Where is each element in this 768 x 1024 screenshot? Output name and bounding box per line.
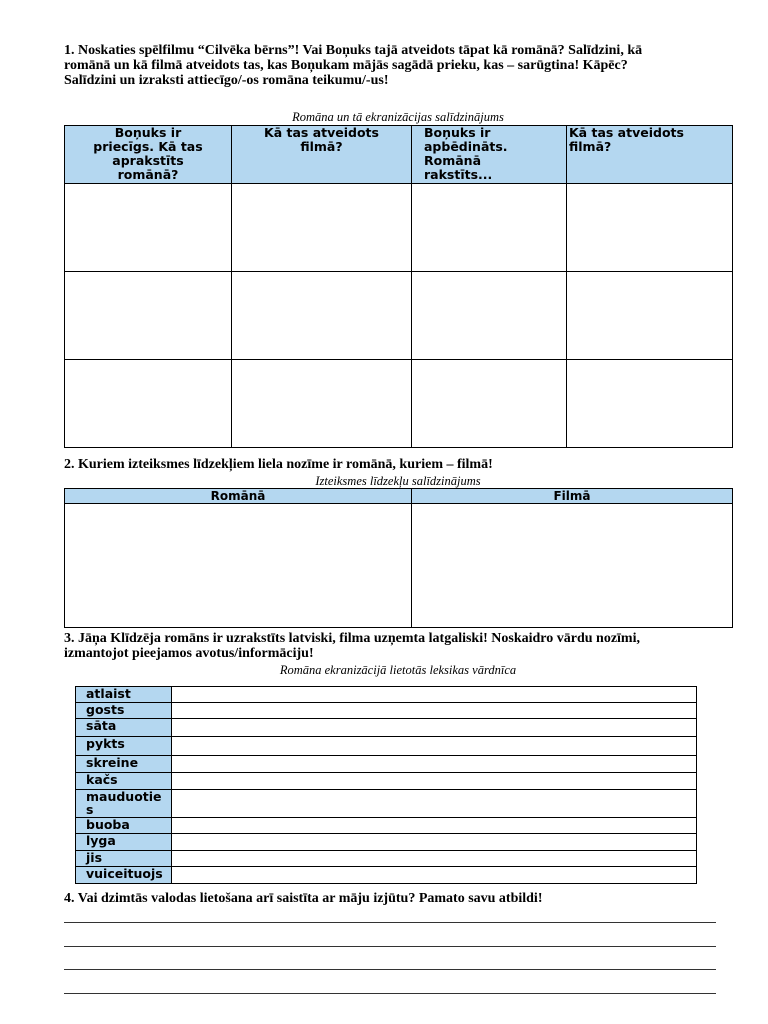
word-cell: skreine (76, 756, 172, 773)
table-1-header-cell (567, 126, 733, 184)
table-1-header-cell (232, 126, 412, 184)
answer-cell[interactable] (412, 184, 567, 272)
table-row (65, 504, 733, 628)
question-1 (64, 43, 724, 88)
answer-cell[interactable] (412, 360, 567, 448)
table-row (76, 851, 697, 867)
word-cell: sāta (76, 719, 172, 737)
meaning-cell[interactable] (172, 867, 697, 884)
table-row (76, 703, 697, 719)
answer-cell[interactable] (65, 504, 412, 628)
answer-line[interactable] (64, 993, 716, 994)
table-row (76, 687, 697, 703)
answer-cell[interactable] (567, 272, 733, 360)
question-2: 2. Kuriem izteiksmes līdzekļiem liela nozīme ir romānā, kuriem – filmā! (64, 457, 493, 472)
question-1-line-2: romānā un kā filmā atveidots tas, kas Boņukam mājās sagādā prieku, kas – sarūgtina! Kāpēc? (64, 58, 628, 73)
table-3-caption: Romāna ekranizācijā lietotās leksikas vārdnīca (279, 663, 517, 677)
question-3-line-1: 3. Jāņa Klīdzēja romāns ir uzrakstīts latviski, filma uzņemta latgaliski! Noskaidro vārdu nozīmi, (64, 631, 640, 646)
answer-cell[interactable] (65, 184, 232, 272)
table-1-header-cell (65, 126, 232, 184)
word-cell: atlaist (76, 687, 172, 703)
word-cell: buoba (76, 818, 172, 834)
table-row (65, 184, 733, 272)
table-row (65, 272, 733, 360)
question-3 (64, 631, 724, 661)
answer-cell[interactable] (232, 360, 412, 448)
table-2-header-novel: Romānā (65, 489, 412, 504)
table-2-header-row (65, 489, 733, 504)
answer-line[interactable] (64, 922, 716, 923)
answer-cell[interactable] (65, 272, 232, 360)
word-cell: kačs (76, 773, 172, 790)
table-row (76, 773, 697, 790)
table-1-header-row (65, 126, 733, 184)
word-cell: pykts (76, 737, 172, 756)
word-cell: vuiceituojs (76, 867, 172, 884)
word-cell: jis (76, 851, 172, 867)
answer-cell[interactable] (412, 504, 733, 628)
table-2-caption: Izteiksmes līdzekļu salīdzinājums (315, 474, 481, 488)
answer-cell[interactable] (567, 360, 733, 448)
meaning-cell[interactable] (172, 719, 697, 737)
meaning-cell[interactable] (172, 687, 697, 703)
question-4: 4. Vai dzimtās valodas lietošana arī saistīta ar māju izjūtu? Pamato savu atbildi! (64, 891, 543, 906)
table-1-header-sad-film: Kā tas atveidots filmā? (569, 125, 684, 154)
question-3-line-2: izmantojot pieejamos avotus/informāciju! (64, 646, 314, 661)
novel-film-comparison-table (64, 125, 733, 448)
question-1-line-1: 1. Noskaties spēlfilmu “Cilvēka bērns”! Vai Boņuks tajā atveidots tāpat kā romānā? Salīdzini, kā (64, 43, 643, 58)
word-cell: lyga (76, 834, 172, 851)
answer-cell[interactable] (232, 272, 412, 360)
table-row (76, 818, 697, 834)
table-1-header-cell (412, 126, 567, 184)
meaning-cell[interactable] (172, 834, 697, 851)
answer-cell[interactable] (232, 184, 412, 272)
table-1-header-sad-novel: Boņuks ir apbēdināts. Romānā rakstīts... (424, 125, 508, 182)
meaning-cell[interactable] (172, 818, 697, 834)
meaning-cell[interactable] (172, 851, 697, 867)
table-1-header-joy-novel: Boņuks ir priecīgs. Kā tas aprakstīts romānā? (93, 125, 203, 182)
table-row (76, 756, 697, 773)
expressive-means-table (64, 488, 733, 628)
table-row (76, 834, 697, 851)
answer-cell[interactable] (65, 360, 232, 448)
question-1-line-3: Salīdzini un izraksti attiecīgo/-os romāna teikumu/-us! (64, 73, 389, 88)
meaning-cell[interactable] (172, 737, 697, 756)
table-row (76, 867, 697, 884)
answer-line[interactable] (64, 946, 716, 947)
meaning-cell[interactable] (172, 790, 697, 818)
vocabulary-table (75, 686, 697, 884)
answer-cell[interactable] (412, 272, 567, 360)
answer-line[interactable] (64, 969, 716, 970)
word-cell: gosts (76, 703, 172, 719)
table-row (76, 737, 697, 756)
word-cell: mauduotie s (76, 790, 172, 818)
table-row (65, 360, 733, 448)
table-row (76, 719, 697, 737)
meaning-cell[interactable] (172, 773, 697, 790)
table-2-header-film: Filmā (412, 489, 733, 504)
table-1-caption: Romāna un tā ekranizācijas salīdzinājums (292, 110, 504, 124)
table-row (76, 790, 697, 818)
answer-cell[interactable] (567, 184, 733, 272)
table-1-header-joy-film: Kā tas atveidots filmā? (264, 125, 379, 154)
meaning-cell[interactable] (172, 703, 697, 719)
meaning-cell[interactable] (172, 756, 697, 773)
